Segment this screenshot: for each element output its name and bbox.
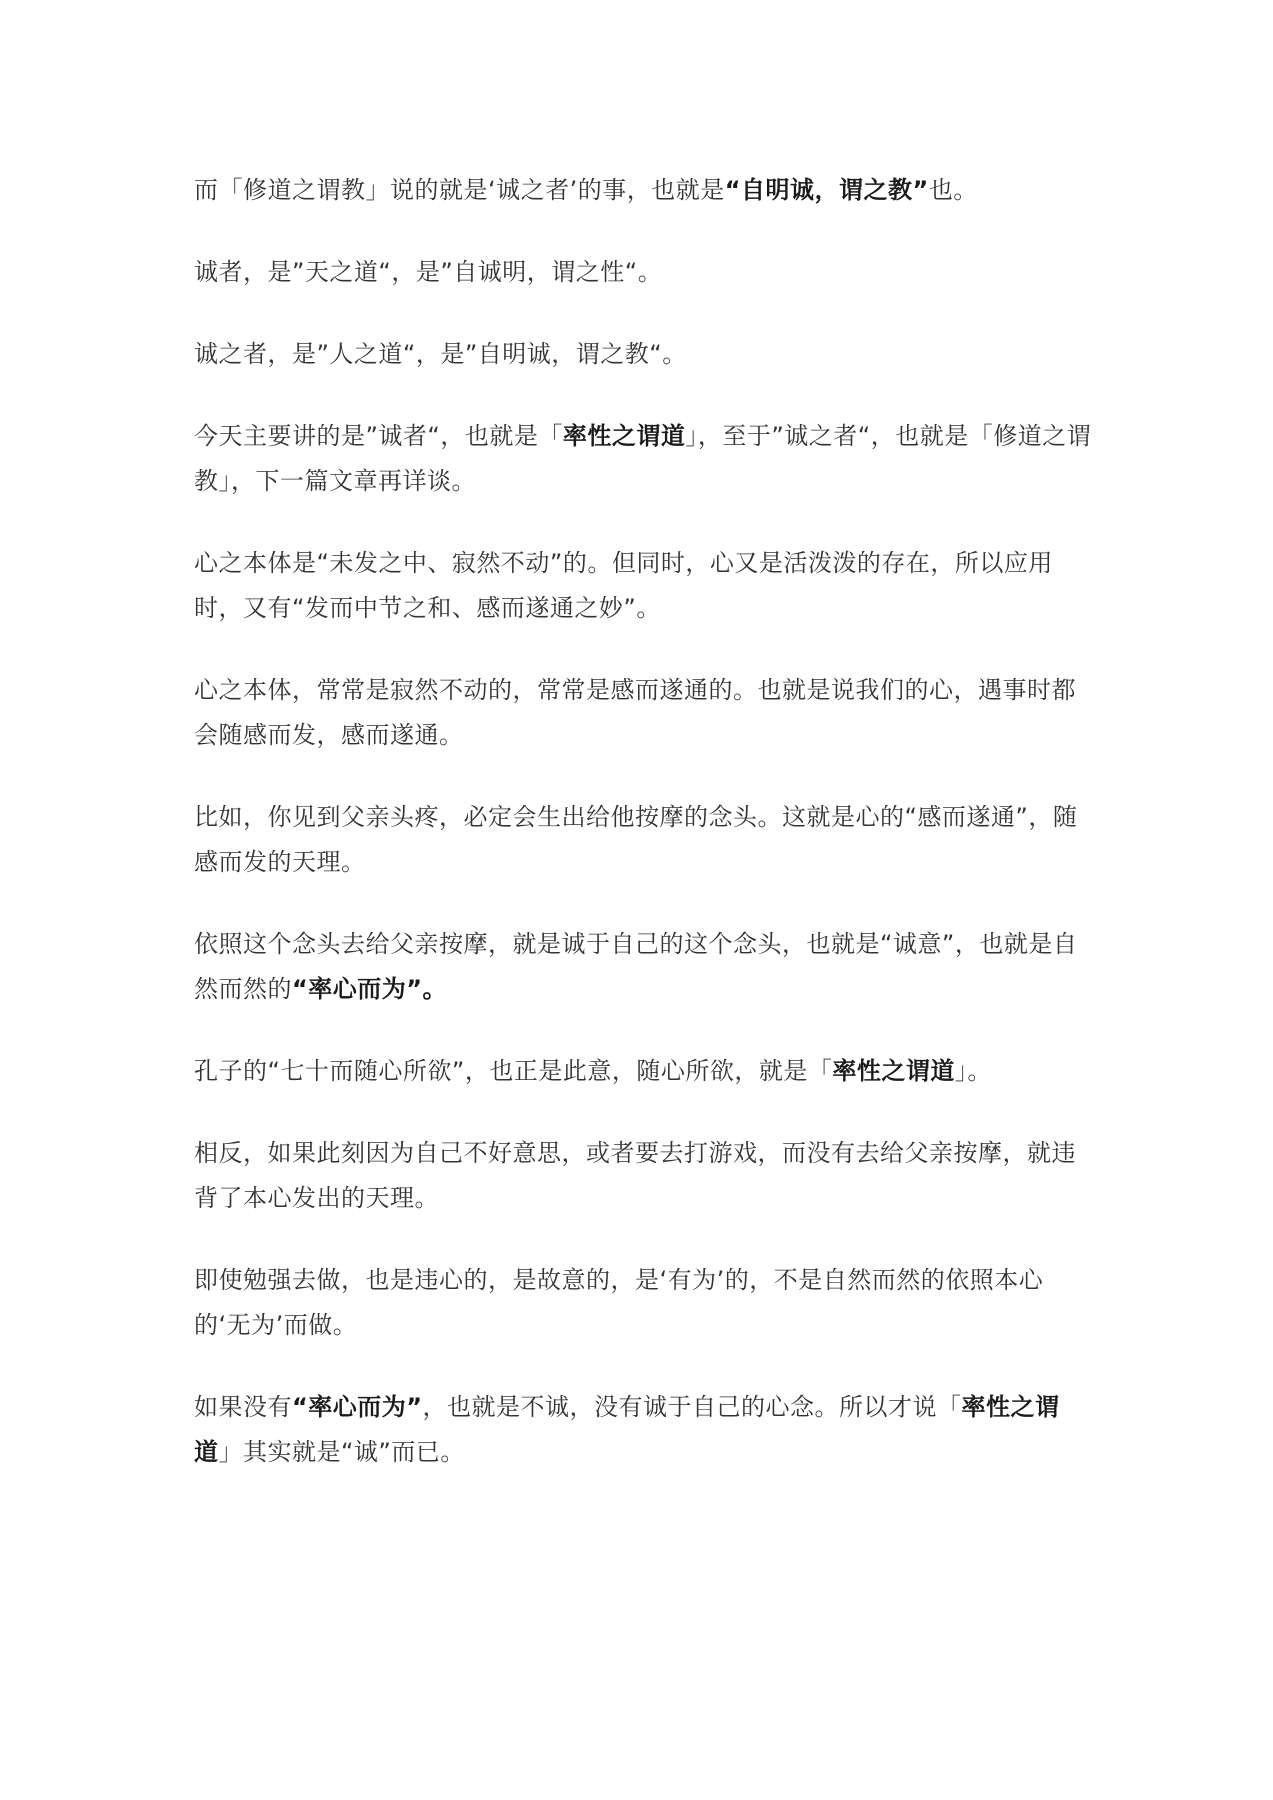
bold-text-run: “率心而为”。 bbox=[292, 975, 448, 1003]
paragraph bbox=[194, 168, 1094, 213]
paragraph bbox=[194, 668, 1094, 758]
paragraph bbox=[194, 1131, 1094, 1221]
bold-text-run: 率性之谓道 bbox=[562, 422, 686, 450]
text-run: 」其实就是“诚”而已。 bbox=[218, 1438, 465, 1466]
text-run: 今天主要讲的是”诚者“，也就是「 bbox=[194, 422, 563, 450]
text-run: 比如，你见到父亲头疼，必定会生出给他按摩的念头。这就是心的“感而遂通”，随感而发的天理。 bbox=[194, 803, 1078, 876]
text-run: 」，至于”诚之者“，也就是「修道之谓教」，下一篇文章再详谈。 bbox=[194, 422, 1092, 495]
paragraph bbox=[194, 922, 1094, 1012]
bold-text-run: 率性之谓道 bbox=[194, 1393, 1060, 1466]
text-run: 心之本体，常常是寂然不动的，常常是感而遂通的。也就是说我们的心，遇事时都会随感而发，感而遂通。 bbox=[194, 676, 1076, 749]
text-run: 」。 bbox=[954, 1057, 992, 1085]
paragraph bbox=[194, 1258, 1094, 1348]
text-run: 诚之者，是”人之道“，是”自明诚，谓之教“。 bbox=[194, 340, 687, 368]
text-run: 依照这个念头去给父亲按摩，就是诚于自己的这个念头，也就是“诚意”，也就是自然而然的 bbox=[194, 930, 1078, 1003]
text-run: 而「修道之谓教」说的就是‘诚之者’的事，也就是 bbox=[194, 176, 725, 204]
paragraph bbox=[194, 250, 1094, 295]
bold-text-run: “自明诚，谓之教” bbox=[724, 176, 929, 204]
text-run: ，也就是不诚，没有诚于自己的心念。所以才说「 bbox=[422, 1393, 962, 1421]
bold-text-run: 率性之谓道 bbox=[832, 1057, 955, 1085]
paragraph bbox=[194, 332, 1094, 377]
paragraph bbox=[194, 541, 1094, 631]
text-run: 诚者，是”天之道“，是”自诚明，谓之性“。 bbox=[194, 258, 663, 286]
paragraph bbox=[194, 1385, 1094, 1475]
article-body bbox=[194, 168, 1094, 1512]
paragraph bbox=[194, 1049, 1094, 1094]
text-run: 即使勉强去做，也是违心的，是故意的，是‘有为’的，不是自然而然的依照本心的‘无为’而做。 bbox=[194, 1266, 1044, 1339]
bold-text-run: “率心而为” bbox=[292, 1393, 423, 1421]
text-run: 如果没有 bbox=[194, 1393, 292, 1421]
paragraph bbox=[194, 795, 1094, 885]
text-run: 心之本体是“未发之中、寂然不动”的。但同时，心又是活泼泼的存在，所以应用时，又有“发而中节之和、感而遂通之妙”。 bbox=[194, 549, 1053, 622]
text-run: 相反，如果此刻因为自己不好意思，或者要去打游戏，而没有去给父亲按摩，就违背了本心发出的天理。 bbox=[194, 1139, 1076, 1212]
paragraph bbox=[194, 414, 1094, 504]
text-run: 孔子的“七十而随心所欲”，也正是此意，随心所欲，就是「 bbox=[194, 1057, 833, 1085]
text-run: 也。 bbox=[928, 176, 978, 204]
